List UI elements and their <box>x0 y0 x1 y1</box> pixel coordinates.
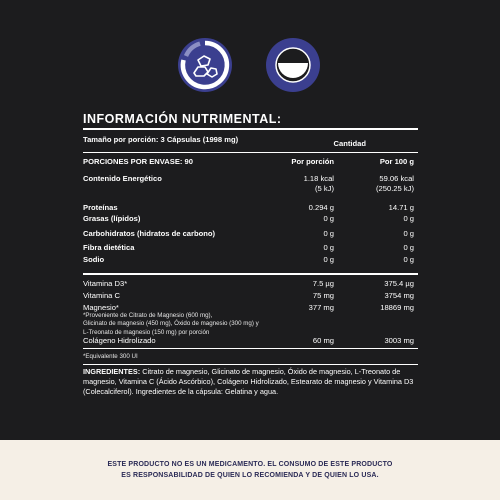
icon-row <box>0 34 500 100</box>
nutrient-portion: 0 g <box>323 243 334 252</box>
nutrient-100g: 0 g <box>403 243 414 252</box>
disclaimer-footer <box>0 440 500 500</box>
vitamin-label: Vitamina D3* <box>83 279 128 288</box>
nutrient-label: Carbohidratos (hidratos de carbono) <box>83 229 216 238</box>
ingredients <box>83 367 418 398</box>
col-100g-header: Por 100 g <box>379 157 414 166</box>
rocks-gauge-icon <box>176 36 234 94</box>
collagen-label: Colágeno Hidrolizado <box>83 336 156 345</box>
servings-per-container: PORCIONES POR ENVASE: 90 <box>83 157 193 166</box>
divider <box>83 152 418 153</box>
sleep-face-icon <box>264 36 322 94</box>
divider <box>83 364 418 365</box>
serving-size: Tamaño por porción: 3 Cápsulas (1998 mg) <box>83 135 239 144</box>
energy-portion-kcal: 1.18 kcal <box>303 174 334 183</box>
nutrient-100g: 14.71 g <box>388 203 414 212</box>
nutrient-label: Sodio <box>83 255 105 264</box>
energy-label: Contenido Energético <box>83 174 162 183</box>
divider <box>83 273 418 275</box>
energy-100g-kcal: 59.06 kcal <box>379 174 414 183</box>
collagen-portion: 60 mg <box>312 336 334 345</box>
nutrient-portion: 0 g <box>323 229 334 238</box>
disclaimer-text: ESTE PRODUCTO NO ES UN MEDICAMENTO. EL CONSUMO DE ESTE PRODUCTO ES RESPONSABILIDAD DE QUIEN LO RECOMIENDA Y DE QUIEN LO USA. <box>107 461 393 479</box>
mineral-portion: 377 mg <box>308 303 334 312</box>
vitamin-portion: 75 mg <box>312 291 334 300</box>
nutrient-portion: 0 g <box>323 255 334 264</box>
nutrient-label: Fibra dietética <box>83 243 135 252</box>
nutrient-portion: 0 g <box>323 214 334 223</box>
mineral-label: Magnesio* <box>83 303 119 312</box>
ingredients-label: INGREDIENTES: <box>83 367 141 376</box>
nutrient-label: Proteínas <box>83 203 118 212</box>
nutrient-100g: 0 g <box>403 214 414 223</box>
collagen-100g: 3003 mg <box>384 336 414 345</box>
ingredients-text: Citrato de magnesio, Glicinato de magnesio, Óxido de magnesio, L-Treonato de magnesio, Vitamina C (Ácido Ascórbico), Colágeno Hidrolizado, Estearato de magnesio y Vitamina D3 (Colecalciferol). Ingredientes de la cápsula: Gelatina y agua. <box>83 367 414 397</box>
vitamin-100g: 3754 mg <box>384 291 414 300</box>
energy-100g-kj: (250.25 kJ) <box>376 184 414 193</box>
cantidad-header: Cantidad <box>333 139 366 148</box>
nutrient-portion: 0.294 g <box>308 203 334 212</box>
page-title: INFORMACIÓN NUTRIMENTAL: <box>83 112 282 126</box>
title-divider <box>83 128 418 130</box>
vitamin-portion: 7.5 µg <box>312 279 334 288</box>
vitamin-100g: 375.4 µg <box>384 279 414 288</box>
col-portion-header: Por porción <box>291 157 334 166</box>
divider <box>83 348 418 349</box>
nutrient-label: Grasas (lípidos) <box>83 214 141 223</box>
nutrient-100g: 0 g <box>403 255 414 264</box>
vitamin-label: Vitamina C <box>83 291 121 300</box>
magnesium-footnote: *Proveniente de Citrato de Magnesio (600 mg), Glicinato de magnesio (450 mg), Óxido de magnesio (300 mg) y L-Treonato de magnesio (150 mg) por porción <box>83 312 259 336</box>
mineral-100g: 18869 mg <box>380 303 414 312</box>
nutrient-100g: 0 g <box>403 229 414 238</box>
equivalence-note: *Equivalente 300 UI <box>83 353 138 360</box>
energy-portion-kj: (5 kJ) <box>315 184 334 193</box>
